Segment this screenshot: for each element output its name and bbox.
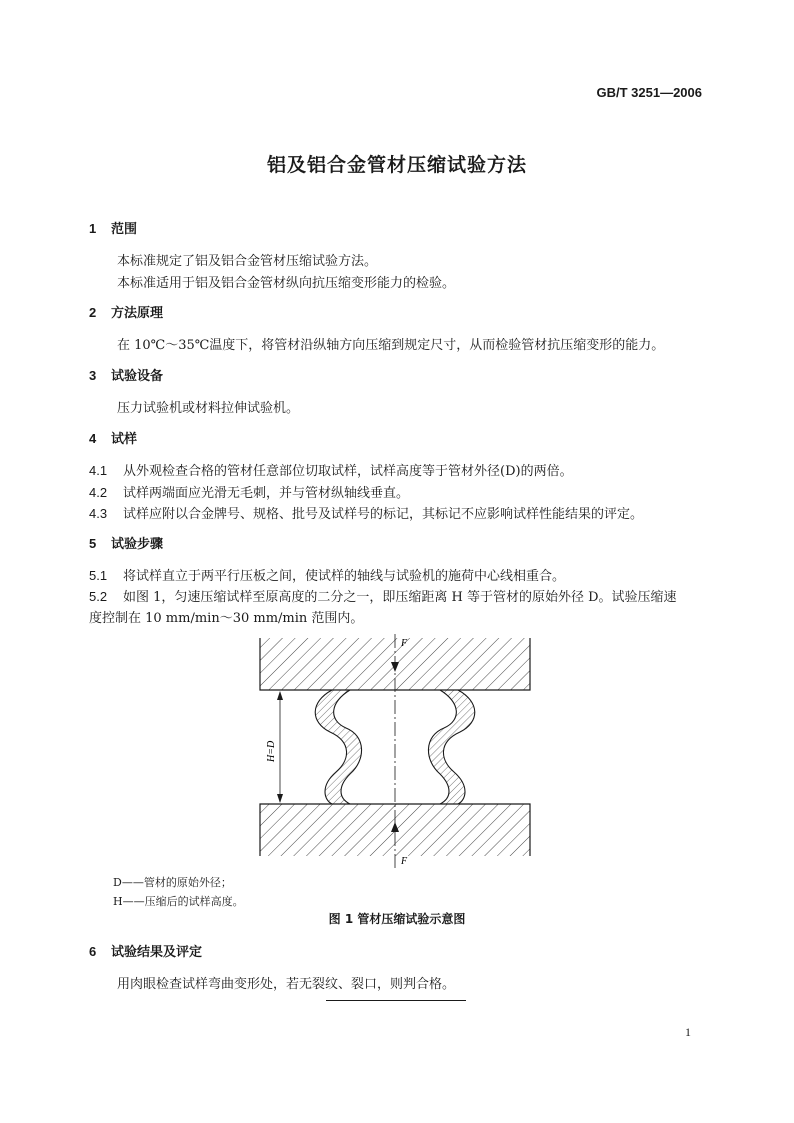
force-label-bottom: F	[401, 856, 408, 867]
section-5-heading	[89, 533, 163, 552]
height-dimension-arrow-bottom	[277, 794, 283, 803]
clause-number: 4.3	[89, 506, 108, 521]
clause-4-1	[89, 460, 573, 479]
right-tube-wall	[428, 690, 474, 804]
section-title: 方法原理	[111, 306, 164, 321]
standard-number: GB/T 3251—2006	[596, 85, 702, 100]
legend-h: H——压缩后的试样高度。	[113, 895, 244, 908]
section-title: 范围	[111, 222, 138, 237]
clause-number: 4.1	[89, 463, 108, 478]
document-title: 铝及铝合金管材压缩试验方法	[266, 154, 527, 176]
section-2-paragraph-1: 在 10℃～35℃温度下，将管材沿纵轴方向压缩到规定尺寸，从而检验管材抗压缩变形的能力。	[117, 338, 665, 353]
height-dimension-arrow-top	[277, 691, 283, 700]
section-4-heading	[89, 428, 137, 447]
height-label: H=D	[266, 740, 277, 762]
section-title: 试样	[111, 432, 138, 447]
section-1-paragraph-2: 本标准适用于铝及铝合金管材纵向抗压缩变形能力的检验。	[117, 276, 456, 291]
clause-number: 4.2	[89, 485, 108, 500]
clause-4-2	[89, 482, 409, 501]
section-number: 4	[89, 431, 97, 446]
clause-4-3	[89, 503, 643, 522]
section-1-heading	[89, 218, 137, 237]
compression-test-figure	[250, 632, 540, 872]
legend-d: D——管材的原始外径；	[113, 876, 232, 889]
clause-5-1	[89, 565, 565, 584]
section-3-paragraph-1: 压力试验机或材料拉伸试验机。	[117, 401, 300, 416]
clause-text: 试样两端面应光滑无毛刺，并与管材纵轴线垂直。	[123, 486, 410, 501]
section-1-paragraph-1: 本标准规定了铝及铝合金管材压缩试验方法。	[117, 254, 378, 269]
section-6-paragraph-1: 用肉眼检查试样弯曲变形处，若无裂纹、裂口，则判合格。	[117, 977, 456, 992]
section-title: 试验设备	[111, 369, 164, 384]
section-6-heading	[89, 941, 202, 960]
section-title: 试验步骤	[111, 537, 164, 552]
section-number: 3	[89, 368, 97, 383]
clause-number: 5.1	[89, 568, 108, 583]
section-number: 5	[89, 536, 97, 551]
clause-text: 从外观检查合格的管材任意部位切取试样，试样高度等于管材外径(D)的两倍。	[123, 464, 573, 479]
section-title: 试验结果及评定	[111, 945, 203, 960]
clause-number: 5.2	[89, 589, 108, 604]
force-label-top: F	[401, 638, 408, 649]
section-2-heading	[89, 302, 163, 321]
section-number: 6	[89, 944, 97, 959]
section-3-heading	[89, 365, 163, 384]
end-rule	[326, 1000, 466, 1001]
clause-text: 试样应附以合金牌号、规格、批号及试样号的标记，其标记不应影响试样性能结果的评定。	[123, 507, 644, 522]
clause-5-2-continuation: 度控制在 10 mm/min～30 mm/min 范围内。	[89, 611, 364, 626]
page-number: 1	[685, 1025, 691, 1039]
clause-5-2	[89, 586, 677, 605]
section-number: 1	[89, 221, 97, 236]
clause-text: 将试样直立于两平行压板之间，使试样的轴线与试验机的施荷中心线相重合。	[123, 569, 566, 584]
figure-caption: 图 1 管材压缩试验示意图	[328, 912, 466, 926]
clause-text: 如图 1，匀速压缩试样至原高度的二分之一，即压缩距离 H 等于管材的原始外径 D。试验压缩速	[123, 590, 677, 605]
section-number: 2	[89, 305, 97, 320]
left-tube-wall	[315, 690, 361, 804]
